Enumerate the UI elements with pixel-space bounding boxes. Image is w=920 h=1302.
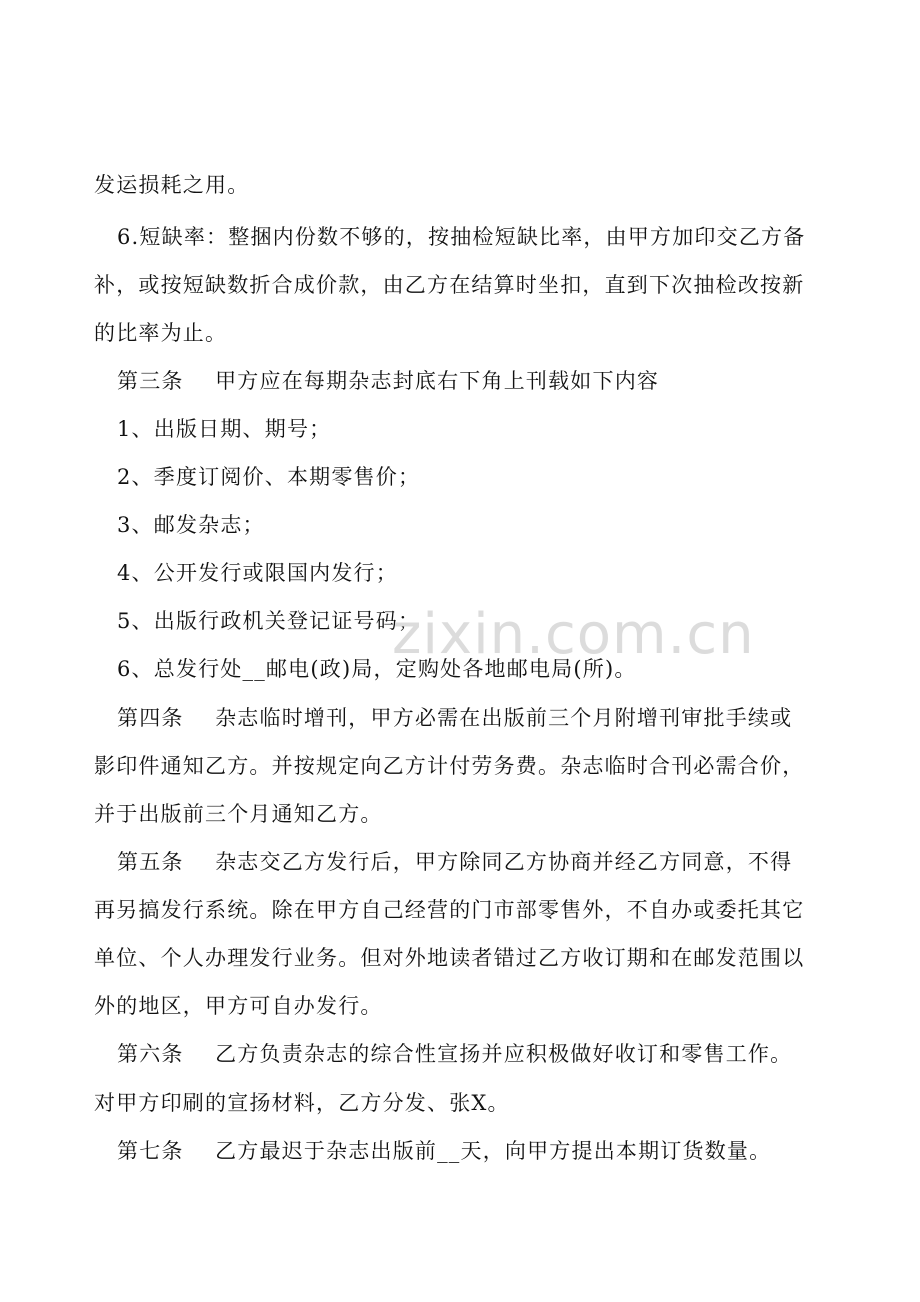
list-item: 6、总发行处__邮电(政)局，定购处各地邮电局(所)。 (117, 657, 637, 681)
list-item: 5、出版行政机关登记证号码； (117, 609, 421, 633)
article-heading-3: 第三条 甲方应在每期杂志封底右下角上刊载如下内容 (117, 369, 660, 393)
article-heading-7: 第七条 乙方最迟于杂志出版前__天，向甲方提出本期订货数量。 (117, 1139, 772, 1163)
paragraph-line: 对甲方印刷的宣扬材料，乙方分发、张X。 (94, 1091, 510, 1115)
paragraph-line: 再另搞发行系统。除在甲方自己经营的门市部零售外，不自办或委托其它 (94, 898, 805, 922)
list-item: 3、邮发杂志； (117, 513, 265, 537)
list-item: 2、季度订阅价、本期零售价； (117, 465, 421, 489)
paragraph-line: 的比率为止。 (94, 321, 228, 345)
article-heading-6: 第六条 乙方负责杂志的综合性宣扬并应积极做好收订和零售工作。 (117, 1042, 793, 1066)
paragraph-line: 发运损耗之用。 (94, 173, 250, 197)
paragraph-line: 并于出版前三个月通知乙方。 (94, 802, 383, 826)
article-heading-5: 第五条 杂志交乙方发行后，甲方除同乙方协商并经乙方同意，不得 (117, 850, 793, 874)
list-item: 1、出版日期、期号； (117, 417, 332, 441)
list-item: 4、公开发行或限国内发行； (117, 561, 398, 585)
article-heading-4: 第四条 杂志临时增刊，甲方必需在出版前三个月附增刊审批手续或 (117, 706, 793, 730)
paragraph-line: 单位、个人办理发行业务。但对外地读者错过乙方收订期和在邮发范围以 (94, 946, 805, 970)
paragraph-line: 影印件通知乙方。并按规定向乙方计付劳务费。杂志临时合刊必需合价， (94, 754, 805, 778)
paragraph-line: 补，或按短缺数折合成价款，由乙方在结算时坐扣，直到下次抽检改按新 (94, 273, 805, 297)
watermark: zixin.com.cn (392, 602, 755, 667)
paragraph-line: 6.短缺率：整捆内份数不够的，按抽检短缺比率，由甲方加印交乙方备 (117, 225, 806, 249)
paragraph-line: 外的地区，甲方可自办发行。 (94, 994, 383, 1018)
